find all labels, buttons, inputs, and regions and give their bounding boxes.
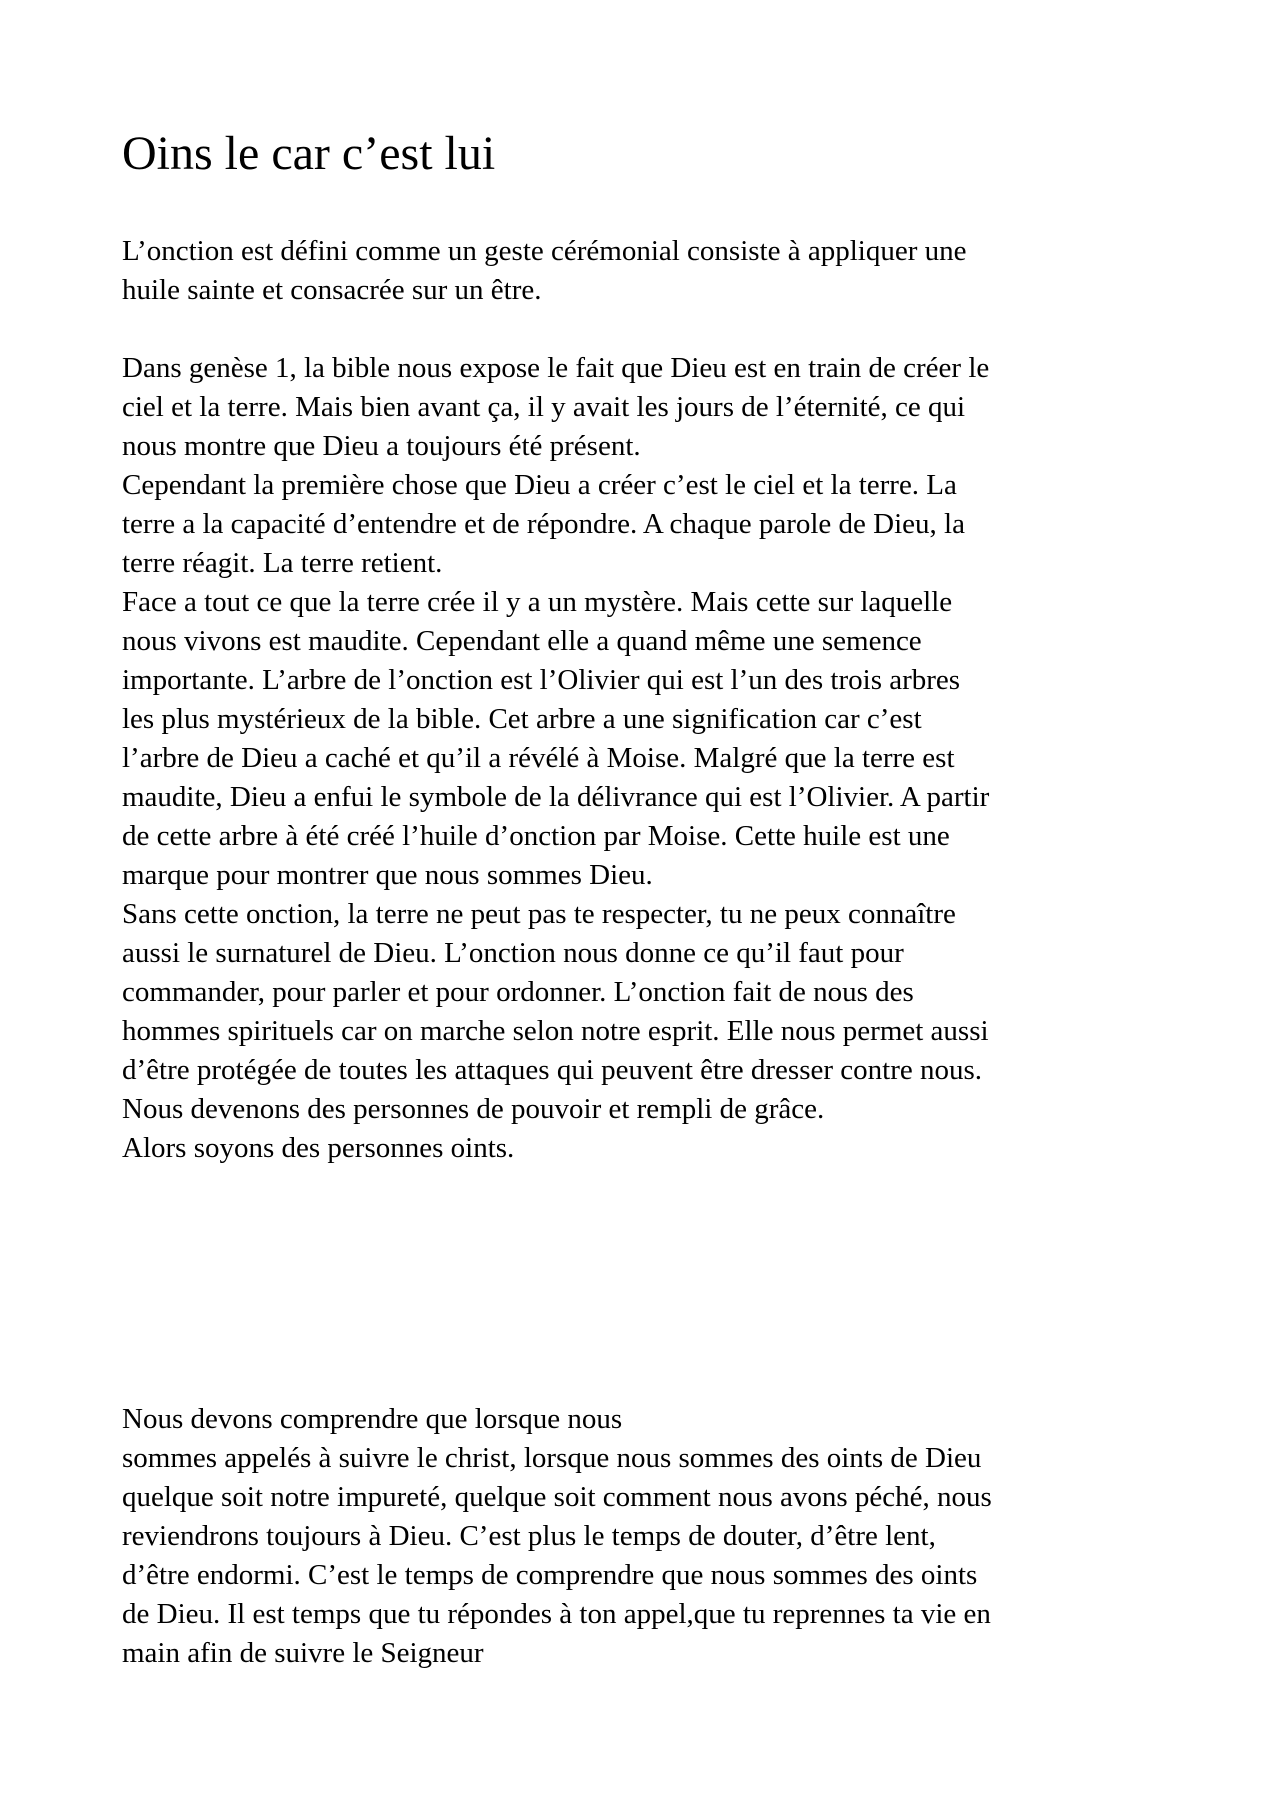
body-text (122, 349, 1182, 1168)
body-line: l’arbre de Dieu a caché et qu’il a révélé à Moise. Malgré que la terre est (122, 742, 955, 774)
body-line: marque pour montrer que nous sommes Dieu. (122, 859, 653, 891)
closing-line: sommes appelés à suivre le christ, lorsque nous sommes des oints de Dieu (122, 1442, 982, 1474)
body-line: Dans genèse 1, la bible nous expose le fait que Dieu est en train de créer le (122, 352, 990, 384)
closing-line: d’être endormi. C’est le temps de comprendre que nous sommes des oints (122, 1559, 978, 1591)
closing-line: de Dieu. Il est temps que tu répondes à ton appel,que tu reprennes ta vie en (122, 1598, 991, 1630)
body-line: maudite, Dieu a enfui le symbole de la délivrance qui est l’Olivier. A partir (122, 781, 990, 813)
body-line: Nous devenons des personnes de pouvoir et rempli de grâce. (122, 1093, 825, 1125)
intro-paragraph (122, 232, 1182, 310)
body-line: nous montre que Dieu a toujours été présent. (122, 430, 641, 462)
page-title: Oins le car c’est lui (122, 127, 496, 180)
closing-line: quelque soit notre impureté, quelque soit comment nous avons péché, nous (122, 1481, 992, 1513)
intro-line: huile sainte et consacrée sur un être. (122, 274, 542, 306)
body-line: nous vivons est maudite. Cependant elle a quand même une semence (122, 625, 922, 657)
body-line: hommes spirituels car on marche selon notre esprit. Elle nous permet aussi (122, 1015, 989, 1047)
body-line: Alors soyons des personnes oints. (122, 1132, 515, 1164)
body-line: terre réagit. La terre retient. (122, 547, 443, 579)
closing-line: Nous devons comprendre que lorsque nous (122, 1403, 623, 1435)
body-line: terre a la capacité d’entendre et de répondre. A chaque parole de Dieu, la (122, 508, 965, 540)
closing-paragraph (122, 1400, 1182, 1673)
closing-line: reviendrons toujours à Dieu. C’est plus le temps de douter, d’être lent, (122, 1520, 936, 1552)
body-line: de cette arbre à été créé l’huile d’onction par Moise. Cette huile est une (122, 820, 950, 852)
closing-line: main afin de suivre le Seigneur (122, 1637, 484, 1669)
body-line: Cependant la première chose que Dieu a créer c’est le ciel et la terre. La (122, 469, 957, 501)
body-line: Sans cette onction, la terre ne peut pas te respecter, tu ne peux connaître (122, 898, 956, 930)
body-line: les plus mystérieux de la bible. Cet arbre a une signification car c’est (122, 703, 922, 735)
intro-line: L’onction est défini comme un geste cérémonial consiste à appliquer une (122, 235, 967, 267)
body-line: Face a tout ce que la terre crée il y a un mystère. Mais cette sur laquelle (122, 586, 953, 618)
body-line: d’être protégée de toutes les attaques qui peuvent être dresser contre nous. (122, 1054, 983, 1086)
body-line: importante. L’arbre de l’onction est l’Olivier qui est l’un des trois arbres (122, 664, 961, 696)
body-line: aussi le surnaturel de Dieu. L’onction nous donne ce qu’il faut pour (122, 937, 904, 969)
body-line: ciel et la terre. Mais bien avant ça, il y avait les jours de l’éternité, ce qui (122, 391, 966, 423)
body-line: commander, pour parler et pour ordonner. L’onction fait de nous des (122, 976, 914, 1008)
